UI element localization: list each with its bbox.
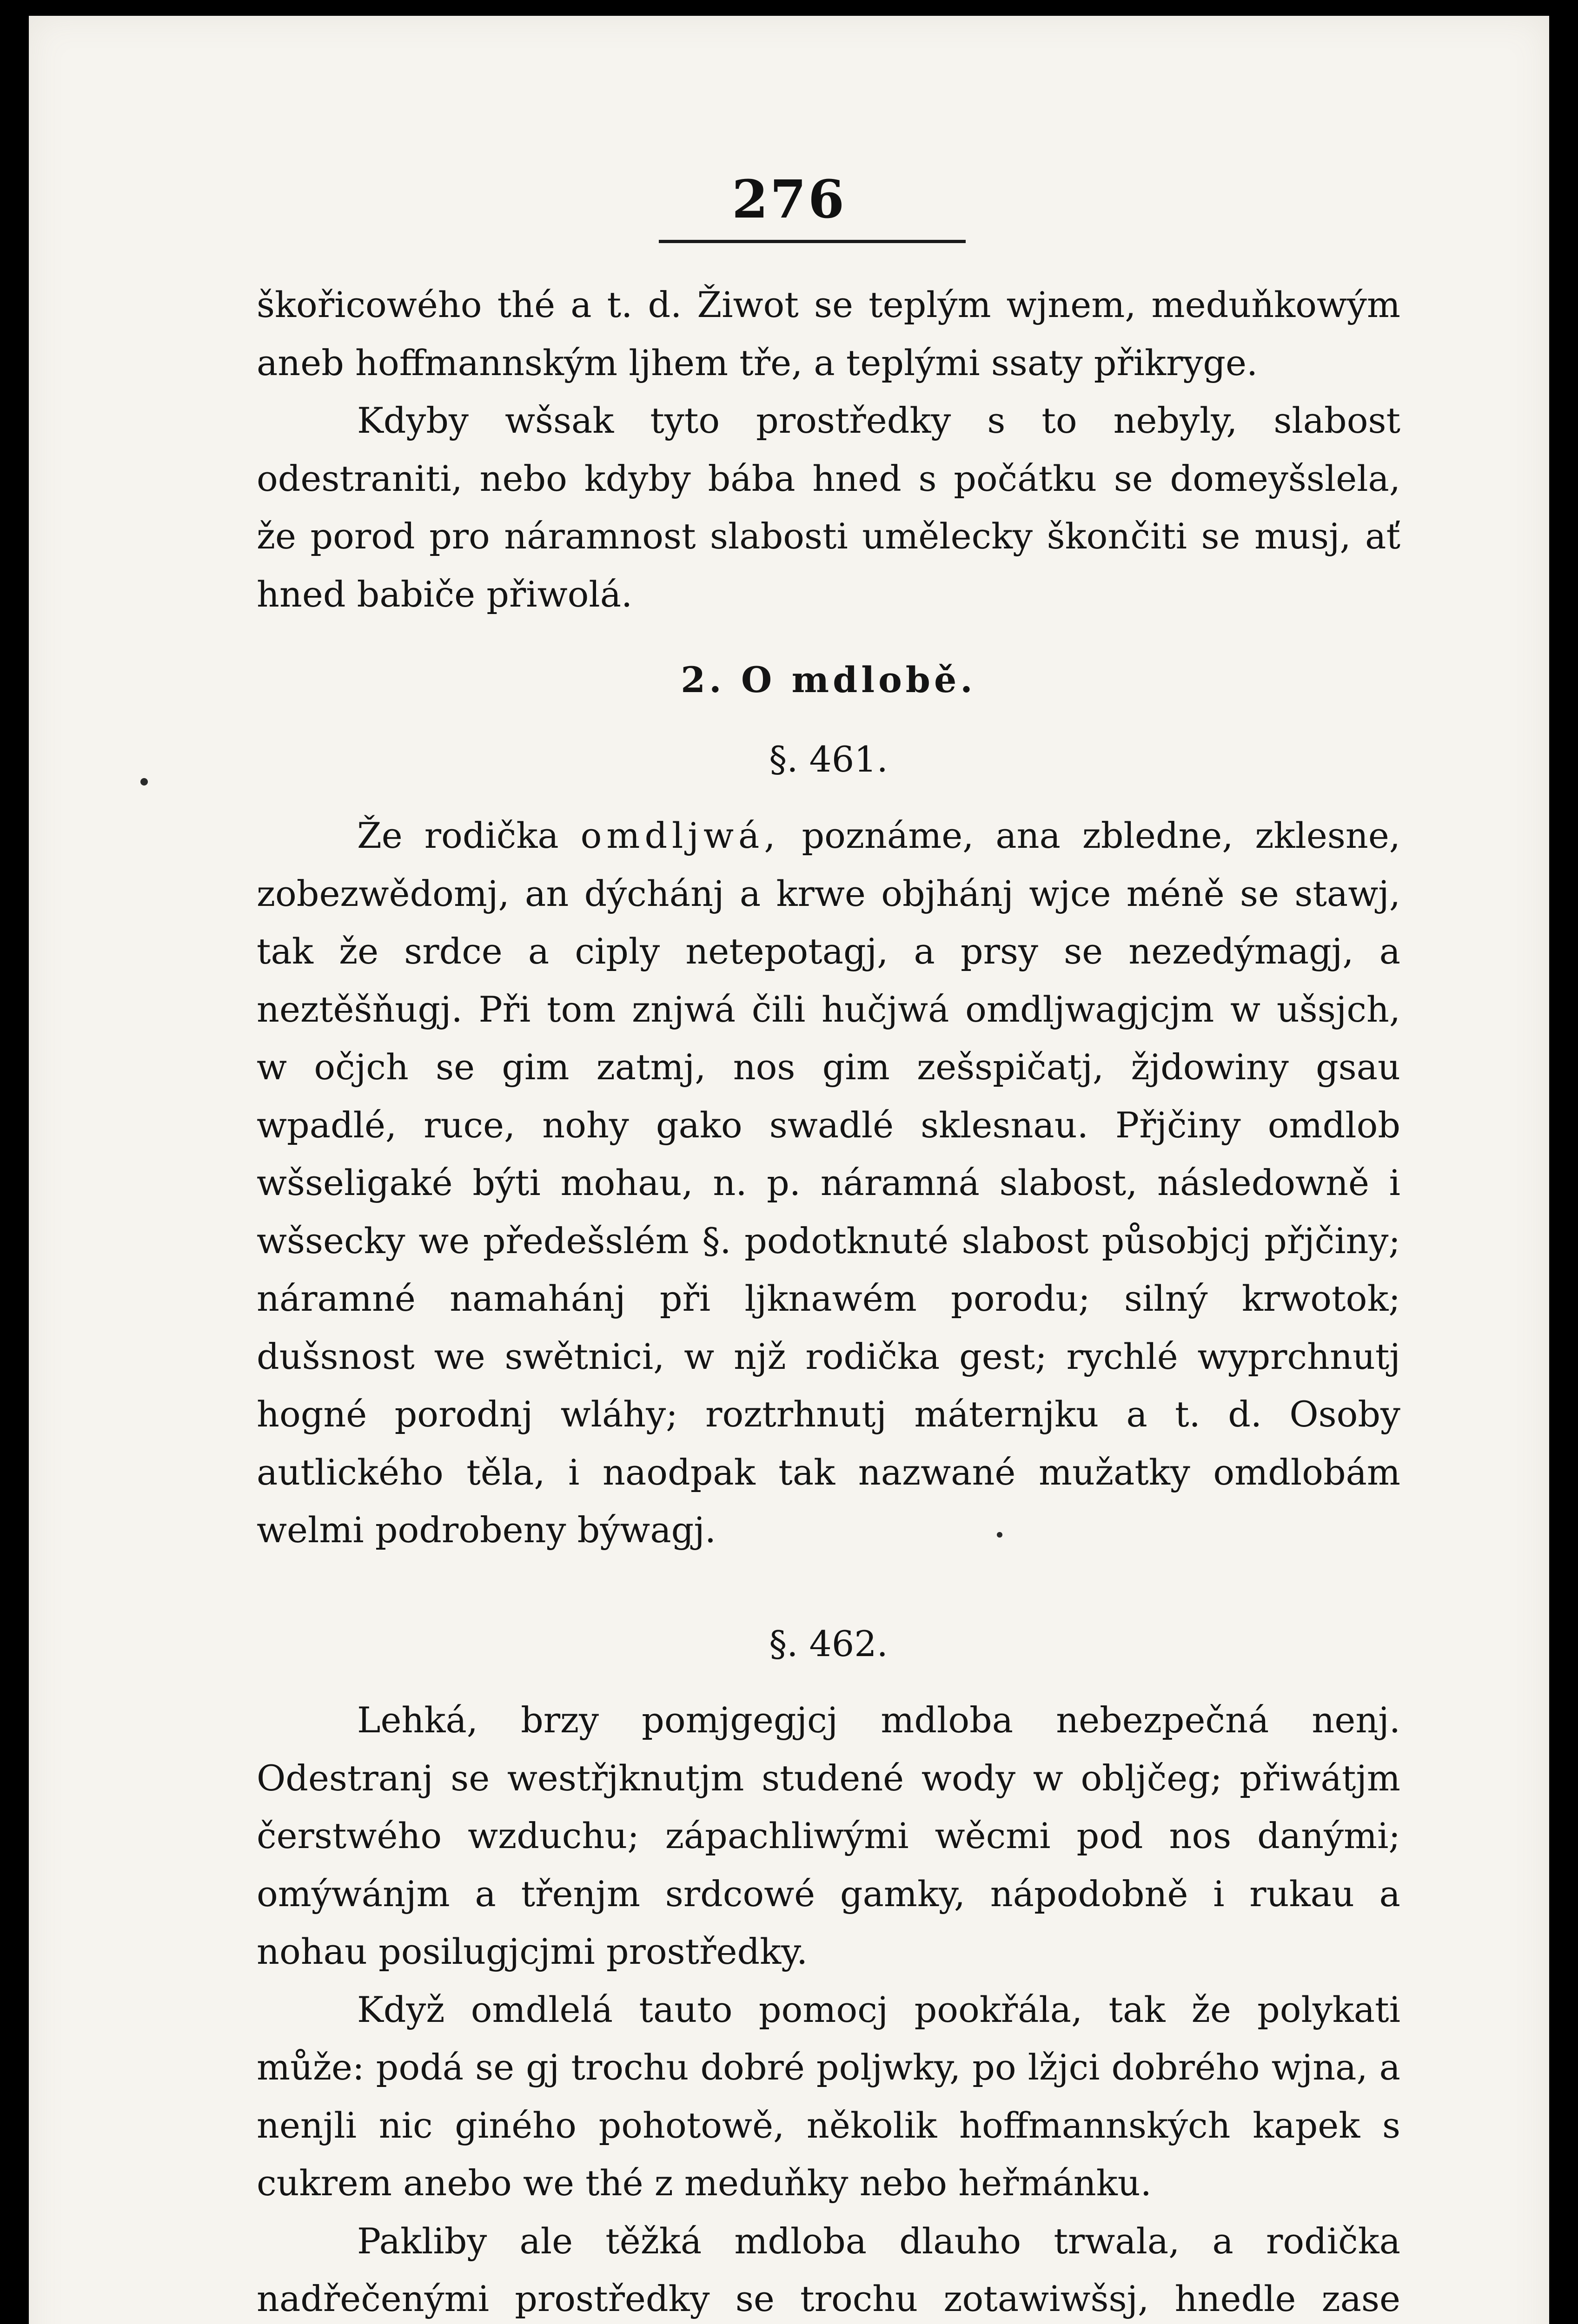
paragraph-number-462: §. 462. <box>769 1623 888 1664</box>
section-heading: 2. O mdlobě. <box>681 659 976 700</box>
paragraph-weakness-remedy: Kdyby wšsak tyto prostředky s to nebyly, slabost odestraniti, nebo kdyby bába hned s počátku se domeyšslela, že porod pro náramnost slabosti umělecky škončiti se musj, ať hned babiče přiwolá. <box>257 400 1400 615</box>
paragraph-rest: poznáme, ana zbledne, zklesne, zobezwědomj, an dýchánj a krwe objhánj wjce méně se stawj, tak že srdce a ciply netepotagj, a prsy se nezedýmagj, a neztěšňugj. Při tom znjwá čili hučjwá omdljwagjcjm w ušsjch, w očjch se gim zatmj, nos gim zešspičatj, žjdowiny gsau wpadlé, ruce, nohy gako swadlé sklesnau. Přjčiny omdlob wšseligaké býti mohau, n. p. náramná slabost, následowně i wšsecky we předešslém §. podotknuté slabost působjcj přjčiny; náramné namahánj při ljknawém porodu; silný krwotok; dušsnost we swětnici, w njž rodička gest; rychlé wyprchnutj hogné porodnj wláhy; roztrhnutj máternjku a t. d. Osoby autlického těla, i naodpak tak nazwané mužatky omdlobám welmi podrobeny býwagj. <box>257 815 1400 1551</box>
print-speck <box>140 778 148 786</box>
print-speck <box>997 1532 1002 1538</box>
paragraph-fainting-signs <box>257 807 1400 1559</box>
paragraph-light-fainting: Lehká, brzy pomjgegjcj mdloba nebezpečná nenj. Odestranj se westřjknutjm studené wody w obljčeg; přiwátjm čerstwého wzduchu; zápachliwými wěcmi pod nos danými; omýwánjm a třenjm srdcowé gamky, nápodobně i rukau a nohau posilugjcjmi prostředky. <box>257 1699 1400 1972</box>
page-body <box>257 276 1400 2324</box>
page-number: 276 <box>732 169 846 230</box>
header-rule <box>659 240 966 243</box>
paragraph-after-recovery: Když omdlelá tauto pomocj pookřála, tak že polykati může: podá se gj trochu dobré poljwky, po lžjci dobrého wjna, a nenjli nic giného pohotowě, několik hoffmannských kapek s cukrem anebo we thé z meduňky nebo heřmánku. <box>257 1988 1400 2204</box>
paragraph-continuation: škořicowého thé a t. d. Žiwot se teplým wjnem, meduňkowým aneb hoffmannským ljhem tře, a teplými ssaty přikryge. <box>257 284 1400 383</box>
paragraph-number-461: §. 461. <box>769 738 888 780</box>
paragraph-lead: Že rodička <box>357 815 559 856</box>
emphasized-term: omdljwá, <box>580 815 780 856</box>
book-page <box>29 16 1549 2324</box>
paragraph-heavy-fainting: Pakliby ale těžká mdloba dlauho trwala, a rodička nadřečenými prostředky se trochu zotawiwšsj, hnedle zase <box>257 2220 1400 2319</box>
